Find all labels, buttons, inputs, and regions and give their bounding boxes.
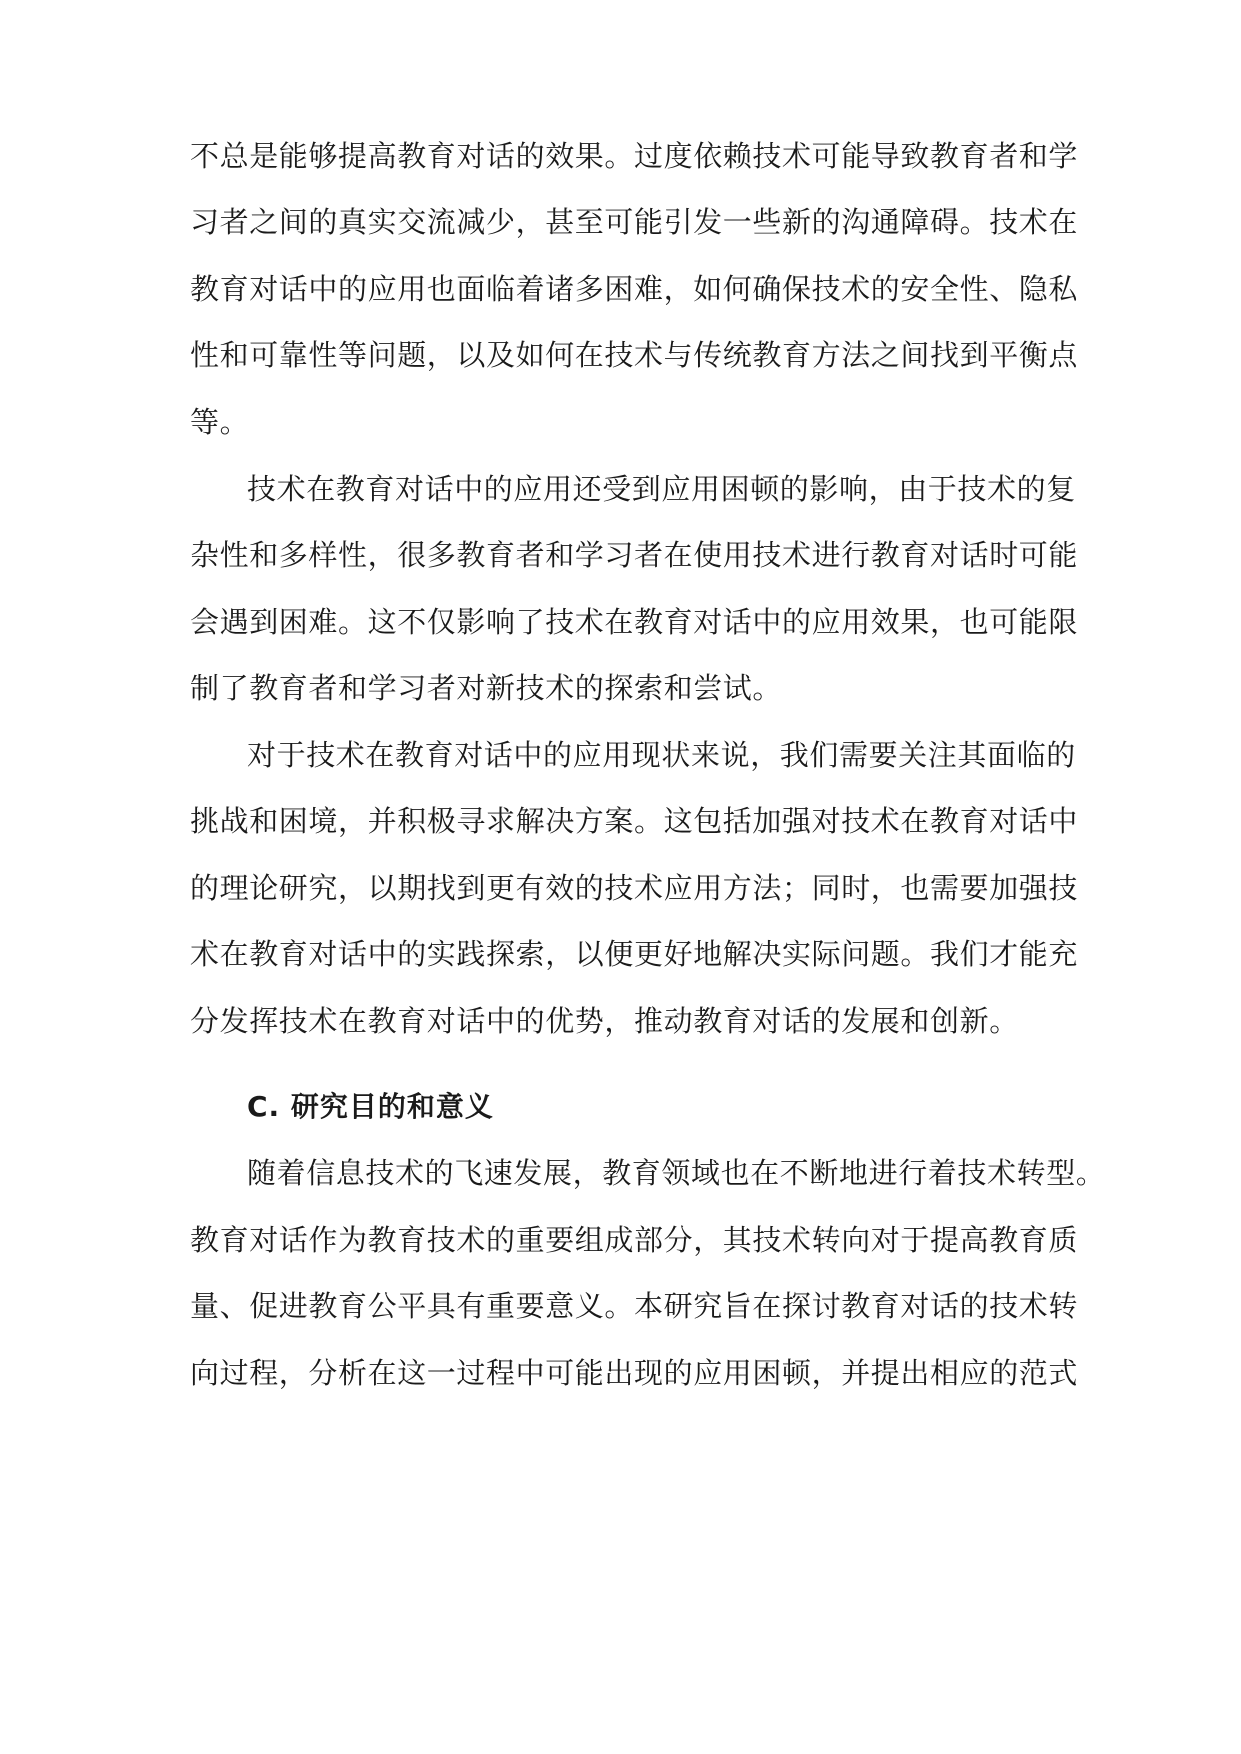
- section-paragraph-line-4: 向过程，分析在这一过程中可能出现的应用困顿，并提出相应的范式: [190, 1356, 1079, 1390]
- paragraph-2-line-3: 会遇到困难。这不仅影响了技术在教育对话中的应用效果，也可能限: [190, 605, 1079, 639]
- section-paragraph-line-3: 量、促进教育公平具有重要意义。本研究旨在探讨教育对话的技术转: [190, 1289, 1079, 1323]
- paragraph-1-line-3: 教育对话中的应用也面临着诸多困难，如何确保技术的安全性、隐私: [190, 272, 1079, 306]
- paragraph-1-line-5: 等。: [190, 405, 250, 439]
- paragraph-3-line-3: 的理论研究，以期找到更有效的技术应用方法；同时，也需要加强技: [190, 871, 1079, 905]
- paragraph-3-line-2: 挑战和困境，并积极寻求解决方案。这包括加强对技术在教育对话中: [190, 804, 1079, 838]
- paragraph-3-line-5: 分发挥技术在教育对话中的优势，推动教育对话的发展和创新。: [190, 1004, 1019, 1038]
- paragraph-1-line-2: 习者之间的真实交流减少，甚至可能引发一些新的沟通障碍。技术在: [190, 205, 1079, 239]
- paragraph-2-line-1: 技术在教育对话中的应用还受到应用困顿的影响，由于技术的复: [247, 472, 1076, 506]
- paragraph-3-line-1: 对于技术在教育对话中的应用现状来说，我们需要关注其面临的: [247, 738, 1076, 772]
- section-paragraph-line-2: 教育对话作为教育技术的重要组成部分，其技术转向对于提高教育质: [190, 1223, 1079, 1257]
- section-heading: C. 研究目的和意义: [247, 1090, 494, 1123]
- paragraph-1-line-4: 性和可靠性等问题，以及如何在技术与传统教育方法之间找到平衡点: [190, 338, 1079, 372]
- paragraph-1-line-1: 不总是能够提高教育对话的效果。过度依赖技术可能导致教育者和学: [190, 139, 1079, 173]
- paragraph-2-line-4: 制了教育者和学习者对新技术的探索和尝试。: [190, 671, 783, 705]
- paragraph-2-line-2: 杂性和多样性，很多教育者和学习者在使用技术进行教育对话时可能: [190, 538, 1079, 572]
- section-paragraph-line-1: 随着信息技术的飞速发展，教育领域也在不断地进行着技术转型。: [247, 1156, 1106, 1190]
- paragraph-3-line-4: 术在教育对话中的实践探索，以便更好地解决实际问题。我们才能充: [190, 937, 1079, 971]
